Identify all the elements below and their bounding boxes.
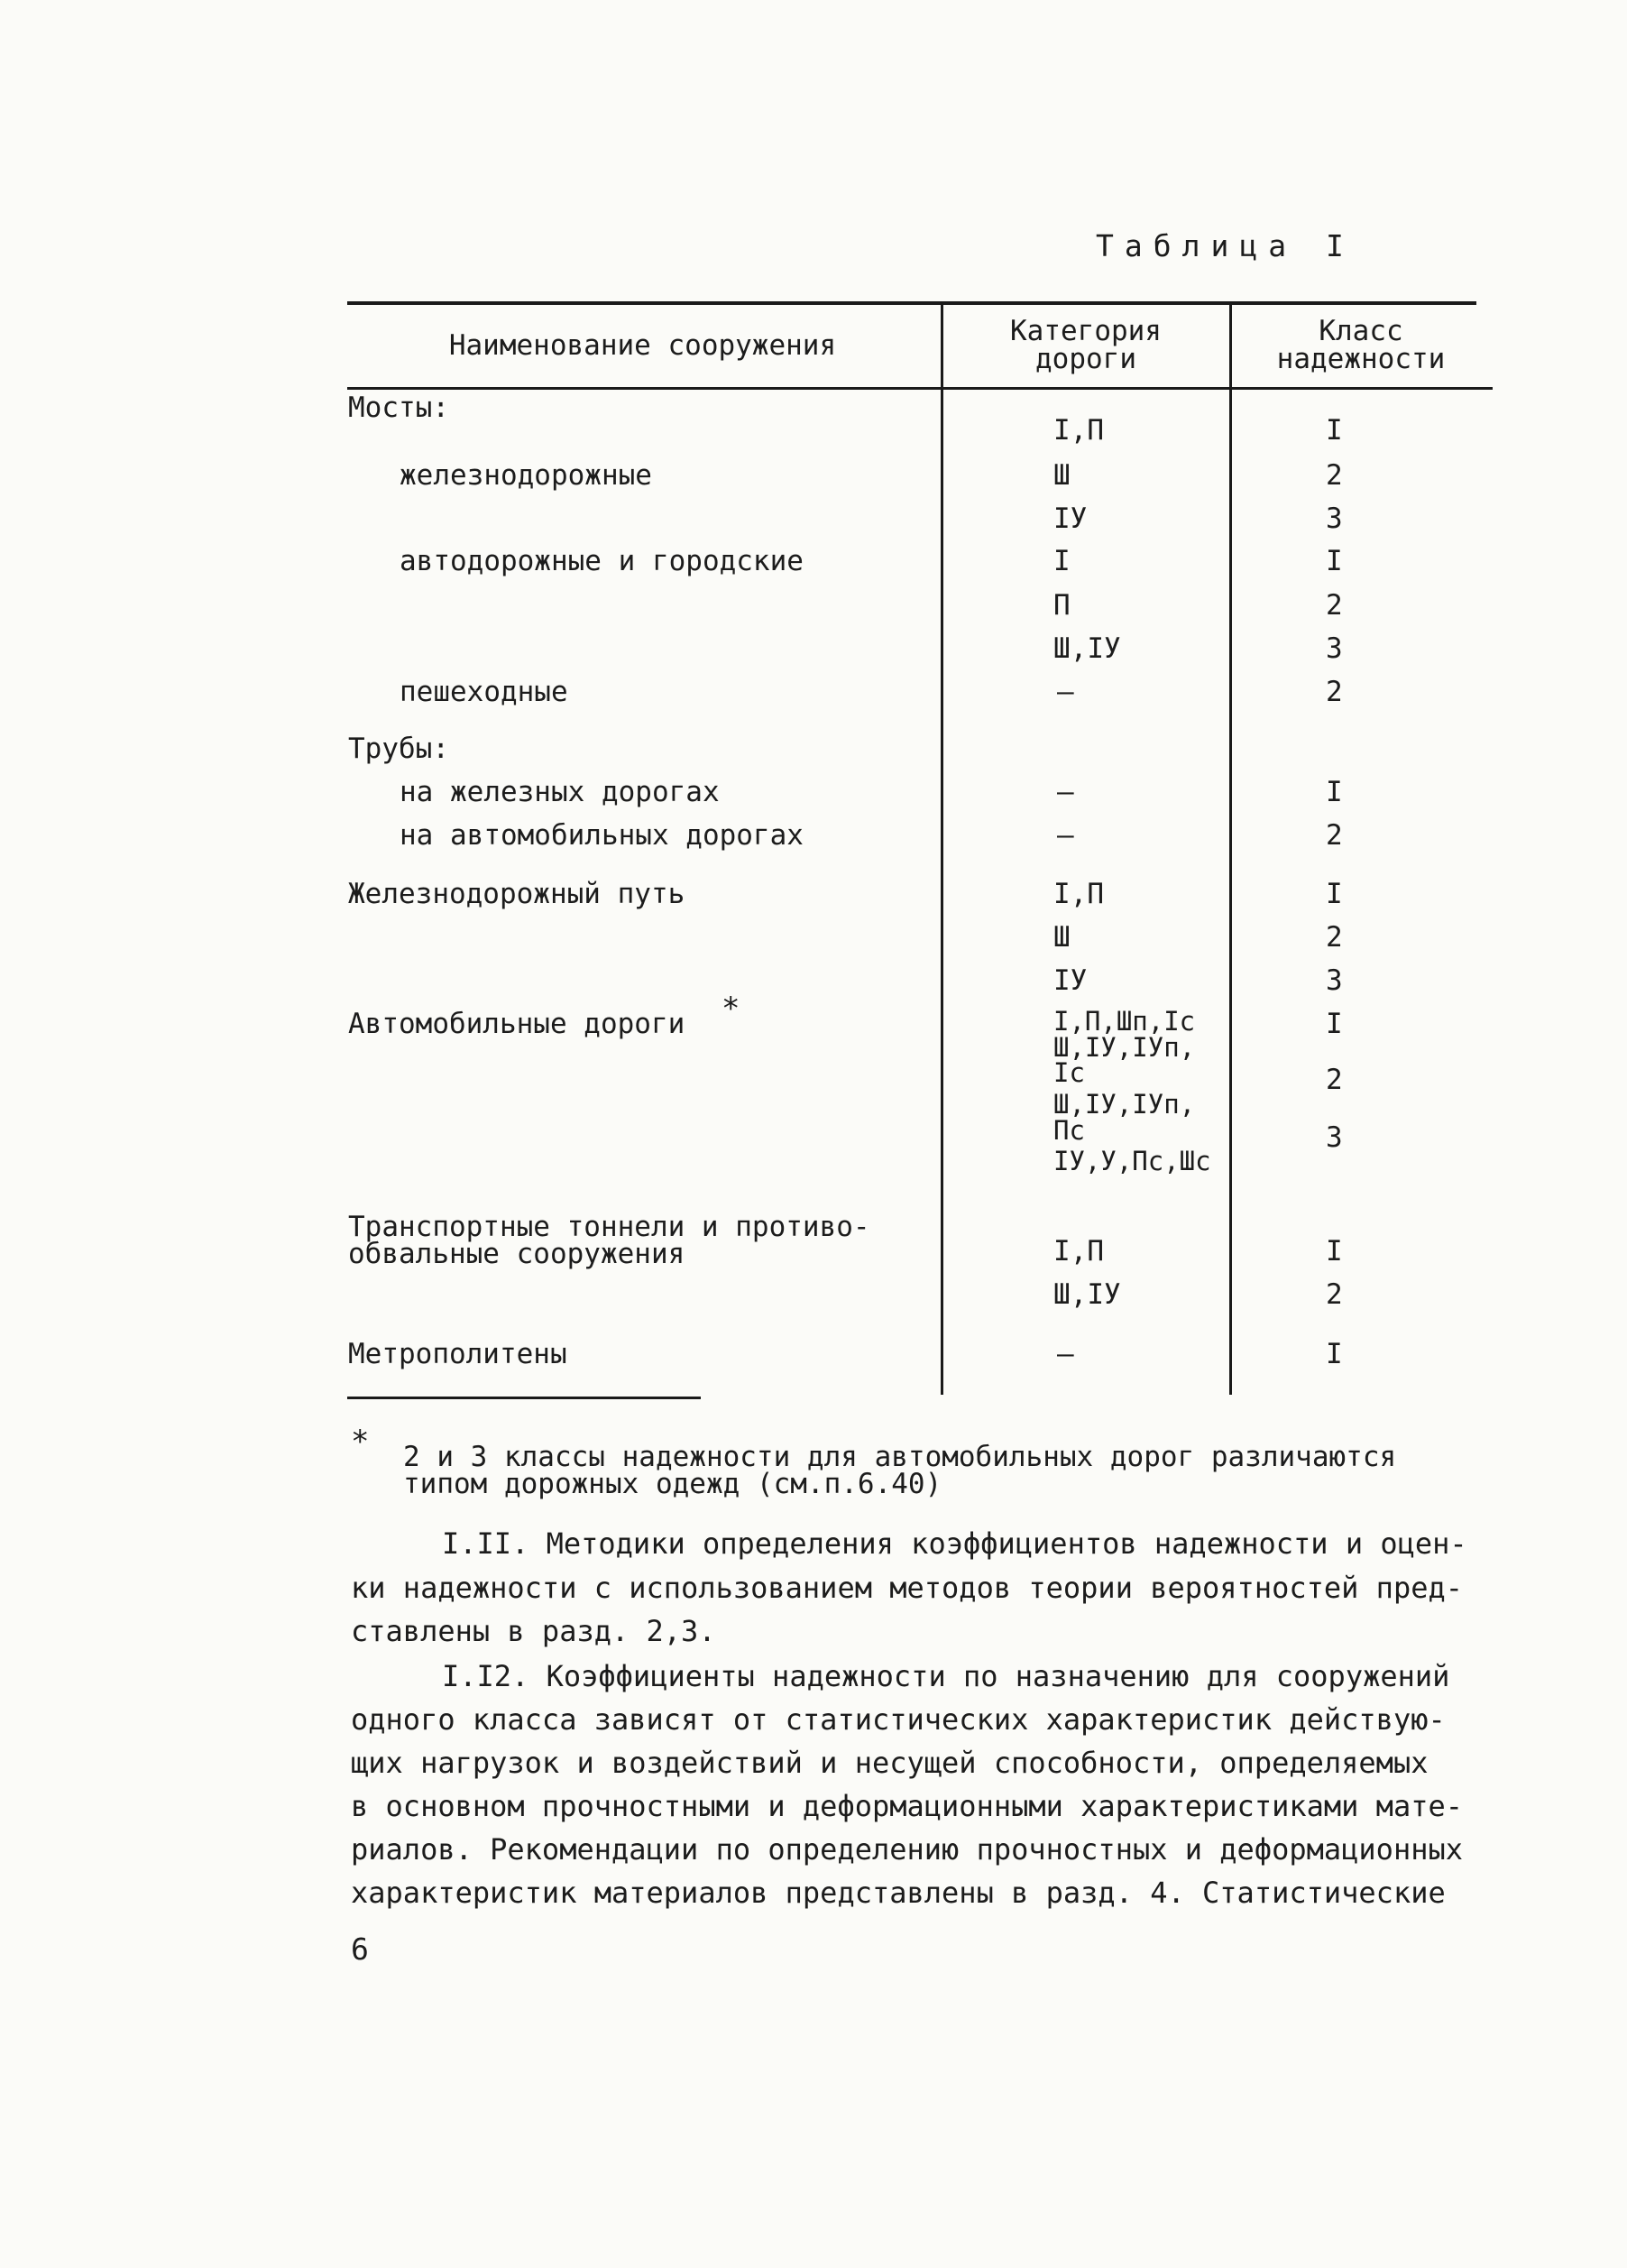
column-divider-1 [941, 303, 943, 1395]
cat-tunnels-2: Ш,IУ [1053, 1278, 1121, 1311]
footnote-asterisk: * [351, 1424, 370, 1460]
paragraph-1-12-line2: одного класса зависят от статистических характеристик действую- [351, 1702, 1446, 1737]
paragraph-1-12-line5: риалов. Рекомендации по определению прочностных и деформационных [351, 1832, 1463, 1867]
class-track-3: 3 [1326, 964, 1343, 997]
class-bridges-pedestrian: 2 [1326, 676, 1343, 708]
cat-bridges-road-3: Ш,IУ [1053, 632, 1121, 665]
class-motor-roads-2: 2 [1326, 1064, 1343, 1096]
header-bottom-rule [347, 387, 1493, 390]
cat-pipes-rail: – [1057, 776, 1074, 808]
class-tunnels-1: I [1326, 1235, 1343, 1268]
cat-pipes-road: – [1057, 819, 1074, 852]
cat-bridges-road-1: I [1053, 545, 1071, 577]
class-metro: I [1326, 1338, 1343, 1370]
class-pipes-road: 2 [1326, 819, 1343, 852]
row-label-road-bridges: автодорожные и городские [400, 545, 804, 577]
row-label-mosty: Мосты: [348, 392, 449, 424]
header-class-line2: надежности [1276, 343, 1446, 375]
cat-tunnels-1: I,П [1053, 1235, 1104, 1268]
class-bridges-rail-1: I [1326, 414, 1343, 447]
footnote-marker: * [722, 991, 740, 1027]
header-category-line1: Категория [1010, 315, 1162, 347]
class-track-1: I [1326, 878, 1343, 910]
cat-track-1: I,П [1053, 878, 1104, 910]
cat-track-2: Ш [1053, 921, 1071, 954]
row-label-railway-bridges: железнодорожные [400, 459, 652, 492]
header-class-line1: Класс [1319, 315, 1403, 347]
header-category-line2: дороги [1035, 343, 1136, 375]
class-tunnels-2: 2 [1326, 1278, 1343, 1311]
table-caption: Таблица I [1096, 228, 1355, 263]
footnote-line1: 2 и 3 классы надежности для автомобильных дорог различаются [403, 1441, 1397, 1473]
row-label-tunnels-line2: обвальные сооружения [348, 1238, 685, 1270]
cat-track-3: IУ [1053, 964, 1088, 997]
paragraph-1-12-line4: в основном прочностными и деформационными характеристиками мате- [351, 1789, 1463, 1823]
paragraph-1-12-line3: щих нагрузок и воздействий и несущей способности, определяемых [351, 1746, 1429, 1780]
cat-motor-roads-4: Ш,IУ,IУп, [1053, 1089, 1196, 1120]
cat-motor-roads-6: IУ,У,Пс,Шс [1053, 1146, 1211, 1176]
row-label-tunnels-line1: Транспортные тоннели и противо- [348, 1211, 870, 1243]
class-pipes-rail: I [1326, 776, 1343, 808]
header-name: Наименование сооружения [448, 329, 837, 362]
cat-motor-roads-1: I,П,Шп,Iс [1053, 1006, 1196, 1037]
cat-bridges-road-2: П [1053, 589, 1071, 622]
paragraph-1-11-line2: ки надежности с использованием методов теории вероятностей пред- [351, 1571, 1463, 1605]
row-label-pipes: Трубы: [348, 733, 449, 765]
cat-bridges-rail-1: I,П [1053, 414, 1104, 447]
cat-metro: – [1057, 1338, 1074, 1370]
class-bridges-road-1: I [1326, 545, 1343, 577]
row-label-pipes-roads: на автомобильных дорогах [400, 819, 804, 852]
paragraph-1-12-line6: характеристик материалов представлены в разд. 4. Статистические [351, 1876, 1446, 1910]
cat-motor-roads-5: Пс [1053, 1115, 1085, 1146]
paragraph-1-12-line1: I.I2. Коэффициенты надежности по назначению для сооружений [442, 1659, 1450, 1693]
paragraph-1-11-line1: I.II. Методики определения коэффициентов надежности и оцен- [442, 1526, 1467, 1561]
cat-bridges-rail-3: IУ [1053, 502, 1088, 535]
row-label-railway-track: Железнодорожный путь [348, 878, 685, 910]
table-top-rule [347, 301, 1476, 305]
class-bridges-rail-2: 2 [1326, 459, 1343, 492]
class-bridges-rail-3: 3 [1326, 502, 1343, 535]
column-divider-2 [1229, 303, 1232, 1395]
class-motor-roads-3: 3 [1326, 1121, 1343, 1154]
row-label-motor-roads: Автомобильные дороги [348, 1008, 685, 1040]
cat-motor-roads-2: Ш,IУ,IУп, [1053, 1032, 1196, 1063]
class-bridges-road-3: 3 [1326, 632, 1343, 665]
table-bottom-rule [347, 1397, 701, 1399]
row-label-pedestrian-bridges: пешеходные [400, 676, 568, 708]
cat-bridges-rail-2: Ш [1053, 459, 1071, 492]
row-label-pipes-railways: на железных дорогах [400, 776, 720, 808]
class-motor-roads-1: I [1326, 1008, 1343, 1040]
row-label-metro: Метрополитены [348, 1338, 567, 1370]
page-number: 6 [351, 1931, 369, 1967]
class-track-2: 2 [1326, 921, 1343, 954]
paragraph-1-11-line3: ставлены в разд. 2,3. [351, 1614, 716, 1648]
cat-bridges-pedestrian: – [1057, 676, 1074, 708]
footnote-line2: типом дорожных одежд (см.п.6.40) [403, 1468, 942, 1500]
class-bridges-road-2: 2 [1326, 589, 1343, 622]
cat-motor-roads-3: Iс [1053, 1057, 1085, 1088]
